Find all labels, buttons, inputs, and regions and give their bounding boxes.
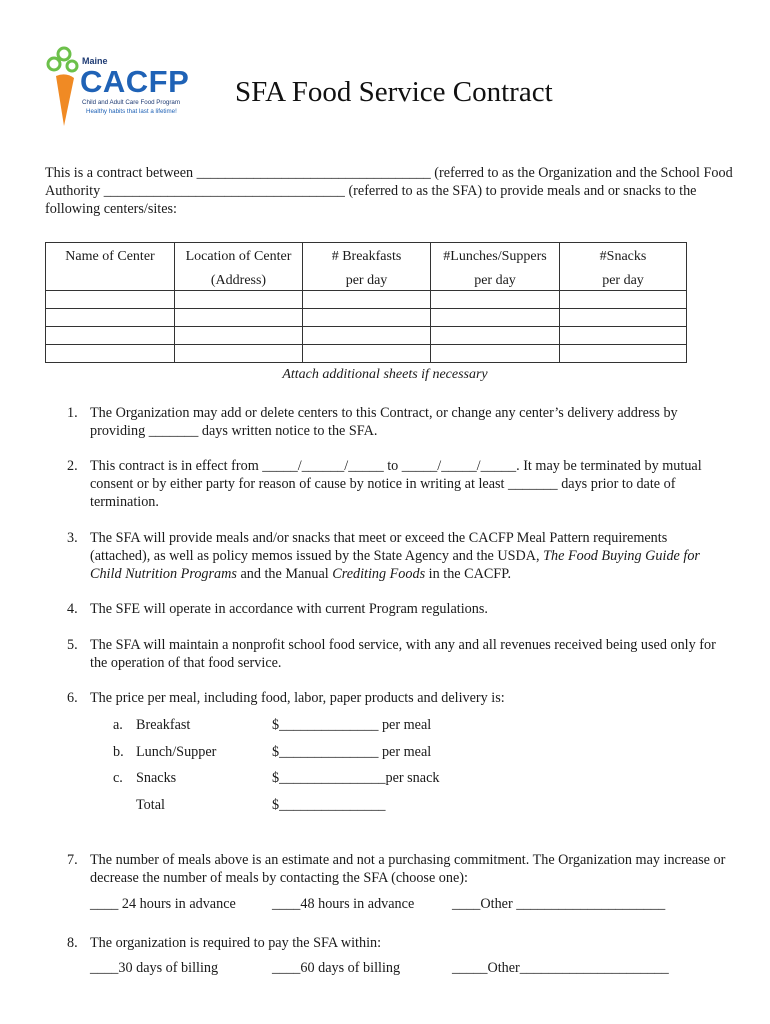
table-cell[interactable]	[431, 345, 560, 363]
payment-option-other[interactable]: _____Other_____________________	[452, 960, 669, 976]
price-label: Total	[136, 797, 165, 813]
price-amount[interactable]: $_______________	[272, 797, 386, 813]
clause-1: 1. The Organization may add or delete centers to this Contract, or change any center’s delivery address by providing _______ days written notice to the SFA.	[67, 405, 678, 439]
cacfp-logo	[44, 44, 194, 128]
table-cell[interactable]	[175, 291, 303, 309]
attach-note: Attach additional sheets if necessary	[282, 367, 488, 382]
notice-option-other[interactable]: ____Other _____________________	[452, 896, 666, 912]
centers-table	[45, 242, 687, 363]
logo-state: Maine	[82, 56, 108, 66]
table-row	[46, 345, 687, 363]
table-cell[interactable]	[560, 327, 687, 345]
table-cell[interactable]	[431, 309, 560, 327]
price-label: Snacks	[136, 770, 177, 786]
price-amount[interactable]: $______________ per meal	[272, 744, 432, 760]
price-label: Lunch/Supper	[136, 744, 217, 760]
payment-option-60-days[interactable]: ____60 days of billing	[272, 960, 401, 976]
clause-3: 3. The SFA will provide meals and/or snacks that meet or exceed the CACFP Meal Pattern requirements (attached), as well as policy memos issued by the State Agency and the USDA, The Food Buying Guide for Child Nutrition Programs and the Manual Crediting Foods in the CACFP.	[67, 530, 700, 582]
intro-paragraph: This is a contract between _________________________________ (referred to as the Organization and the School Food Authority __________________________________ (referred to as the SFA) to provide meals and or snacks to the following centers/sites:	[45, 165, 733, 217]
table-cell[interactable]	[303, 345, 431, 363]
clause-5: 5. The SFA will maintain a nonprofit school food service, with any and all revenues received being used only for the operation of that food service.	[67, 637, 716, 671]
table-cell[interactable]	[431, 327, 560, 345]
price-letter: c.	[113, 770, 123, 786]
table-cell[interactable]	[303, 291, 431, 309]
table-cell[interactable]	[303, 327, 431, 345]
table-row	[46, 327, 687, 345]
table-row	[46, 291, 687, 309]
header-lunches-suppers: #Lunches/Suppers per day	[431, 243, 560, 291]
table-cell[interactable]	[46, 345, 175, 363]
header-location: Location of Center (Address)	[175, 243, 303, 291]
payment-option-30-days[interactable]: ____30 days of billing	[90, 960, 219, 976]
carrot-icon	[44, 44, 84, 128]
logo-name: CACFP	[80, 64, 190, 99]
table-cell[interactable]	[431, 291, 560, 309]
price-label: Breakfast	[136, 717, 191, 733]
clause-4: 4. The SFE will operate in accordance with current Program regulations.	[67, 601, 488, 617]
price-amount[interactable]: $______________ per meal	[272, 717, 432, 733]
table-cell[interactable]	[175, 345, 303, 363]
clause-2: 2. This contract is in effect from _____/______/_____ to _____/_____/_____. It may be terminated by mutual consent or by either party for reason of cause by notice in writing at least _______ days prior to date of termination.	[67, 458, 702, 510]
table-cell[interactable]	[303, 309, 431, 327]
table-cell[interactable]	[175, 309, 303, 327]
header-name-of-center: Name of Center	[46, 243, 175, 291]
price-amount[interactable]: $_______________per snack	[272, 770, 440, 786]
table-cell[interactable]	[560, 345, 687, 363]
table-cell[interactable]	[46, 291, 175, 309]
notice-option-24-hours[interactable]: ____ 24 hours in advance	[90, 896, 236, 912]
price-letter: b.	[113, 744, 124, 760]
notice-option-48-hours[interactable]: ____48 hours in advance	[272, 896, 415, 912]
document-title: SFA Food Service Contract	[235, 76, 553, 108]
header-breakfasts: # Breakfasts per day	[303, 243, 431, 291]
clause-6: 6. The price per meal, including food, labor, paper products and delivery is:	[67, 690, 505, 706]
logo-tagline: Healthy habits that last a lifetime!	[86, 108, 177, 115]
table-row	[46, 309, 687, 327]
table-cell[interactable]	[560, 309, 687, 327]
table-cell[interactable]	[46, 309, 175, 327]
table-cell[interactable]	[46, 327, 175, 345]
logo-subtitle: Child and Adult Care Food Program	[82, 99, 181, 106]
price-letter: a.	[113, 717, 123, 733]
table-header-row	[46, 243, 687, 291]
clause-7: 7. The number of meals above is an estimate and not a purchasing commitment. The Organization may increase or decrease the number of meals by contacting the SFA (choose one):	[67, 852, 726, 886]
table-cell[interactable]	[175, 327, 303, 345]
table-cell[interactable]	[560, 291, 687, 309]
clause-8: 8. The organization is required to pay the SFA within:	[67, 935, 382, 951]
header-snacks: #Snacks per day	[560, 243, 687, 291]
